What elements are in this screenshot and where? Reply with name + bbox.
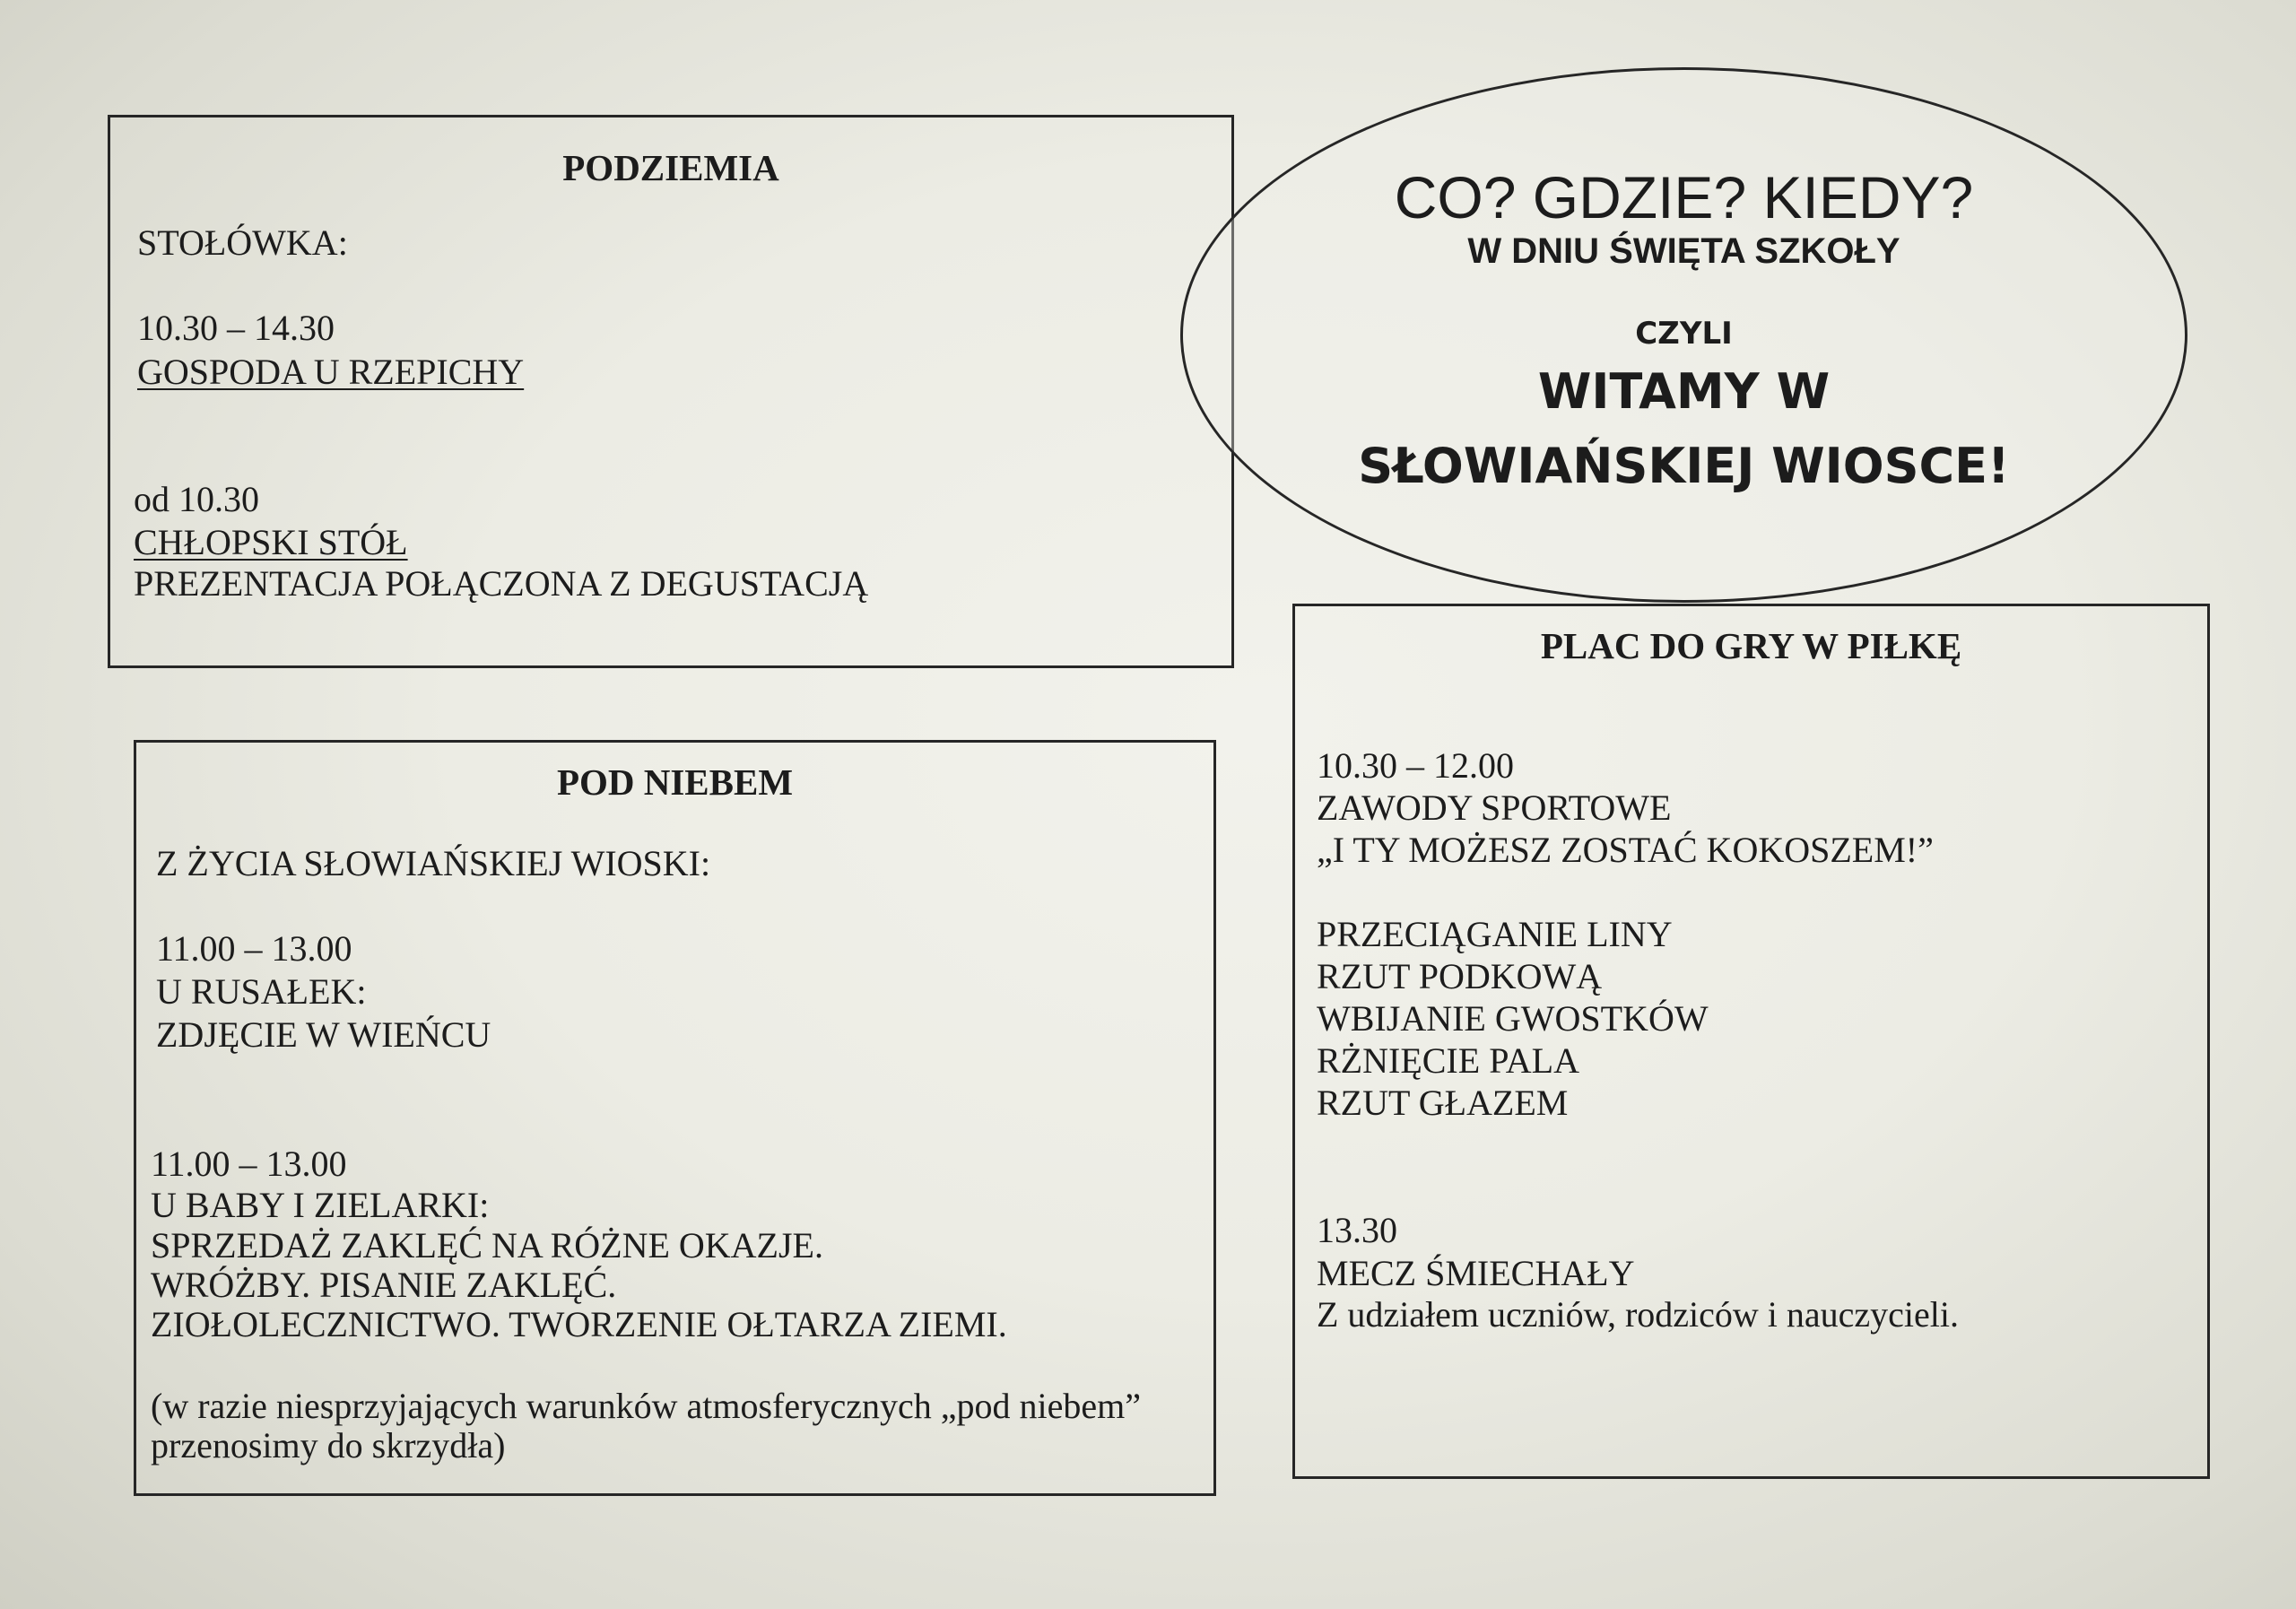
podziemia-heading: PODZIEMIA bbox=[562, 147, 779, 188]
oval-subtitle: W DNIU ŚWIĘTA SZKOŁY bbox=[1467, 231, 1900, 271]
podziemia-event-1: GOSPODA U RZEPICHY bbox=[137, 352, 525, 392]
oval-welcome-line-1: WITAMY W bbox=[1537, 363, 1831, 420]
pod-niebem-note-line-1: (w razie niesprzyjających warunków atmosferycznych „pod niebem” bbox=[151, 1386, 1141, 1426]
plac-section bbox=[1292, 604, 2210, 1479]
oval-title: CO? GDZIE? KIEDY? bbox=[1394, 164, 1974, 230]
pod-niebem-activity-2b: WRÓŻBY. PISANIE ZAKLĘĆ. bbox=[151, 1265, 617, 1305]
pod-niebem-activity-1: ZDJĘCIE W WIEŃCU bbox=[156, 1014, 491, 1055]
podziemia-time-2: od 10.30 bbox=[134, 479, 259, 519]
pod-niebem-activity-2a: SPRZEDAŻ ZAKLĘĆ NA RÓŻNE OKAZJE. bbox=[151, 1225, 823, 1265]
pod-niebem-place-1: U RUSAŁEK: bbox=[156, 971, 367, 1012]
pod-niebem-heading: POD NIEBEM bbox=[556, 761, 794, 803]
pod-niebem-place-2: U BABY I ZIELARKI: bbox=[151, 1185, 490, 1225]
oval-czyli: CZYLI bbox=[1635, 316, 1733, 352]
podziemia-event-2: CHŁOPSKI STÓŁ bbox=[134, 522, 408, 562]
podziemia-place: STOŁÓWKA: bbox=[137, 222, 348, 263]
plac-competition-5: RZUT GŁAZEM bbox=[1317, 1083, 1569, 1123]
plac-time-1: 10.30 – 12.00 bbox=[1317, 745, 1514, 786]
pod-niebem-time-1: 11.00 – 13.00 bbox=[156, 928, 352, 969]
plac-event-2-desc: Z udziałem uczniów, rodziców i nauczycieli. bbox=[1317, 1294, 1959, 1335]
plac-competition-4: RŻNIĘCIE PALA bbox=[1317, 1040, 1579, 1081]
plac-event-2: MECZ ŚMIECHAŁY bbox=[1317, 1253, 1635, 1293]
oval-welcome-line-2: SŁOWIAŃSKIEJ WIOSCE! bbox=[1358, 438, 2010, 494]
podziemia-event-2-desc: PREZENTACJA POŁĄCZONA Z DEGUSTACJĄ bbox=[134, 563, 869, 604]
plac-event-1: ZAWODY SPORTOWE bbox=[1317, 787, 1672, 828]
plac-event-1-motto: „I TY MOŻESZ ZOSTAĆ KOKOSZEM!” bbox=[1317, 830, 1934, 870]
plac-competition-2: RZUT PODKOWĄ bbox=[1317, 956, 1603, 996]
pod-niebem-activity-2c: ZIOŁOLECZNICTWO. TWORZENIE OŁTARZA ZIEMI. bbox=[151, 1304, 1007, 1344]
plac-time-2: 13.30 bbox=[1317, 1210, 1397, 1250]
pod-niebem-time-2: 11.00 – 13.00 bbox=[151, 1144, 347, 1184]
podziemia-time-1: 10.30 – 14.30 bbox=[137, 308, 335, 348]
plac-competition-1: PRZECIĄGANIE LINY bbox=[1317, 914, 1673, 954]
pod-niebem-section bbox=[134, 740, 1216, 1496]
plac-competition-3: WBIJANIE GWOSTKÓW bbox=[1317, 998, 1709, 1039]
pod-niebem-note-line-2: przenosimy do skrzydła) bbox=[151, 1425, 506, 1465]
pod-niebem-intro: Z ŻYCIA SŁOWIAŃSKIEJ WIOSKI: bbox=[156, 843, 711, 883]
plac-heading: PLAC DO GRY W PIŁKĘ bbox=[1540, 625, 1962, 666]
podziemia-section bbox=[108, 115, 1234, 668]
